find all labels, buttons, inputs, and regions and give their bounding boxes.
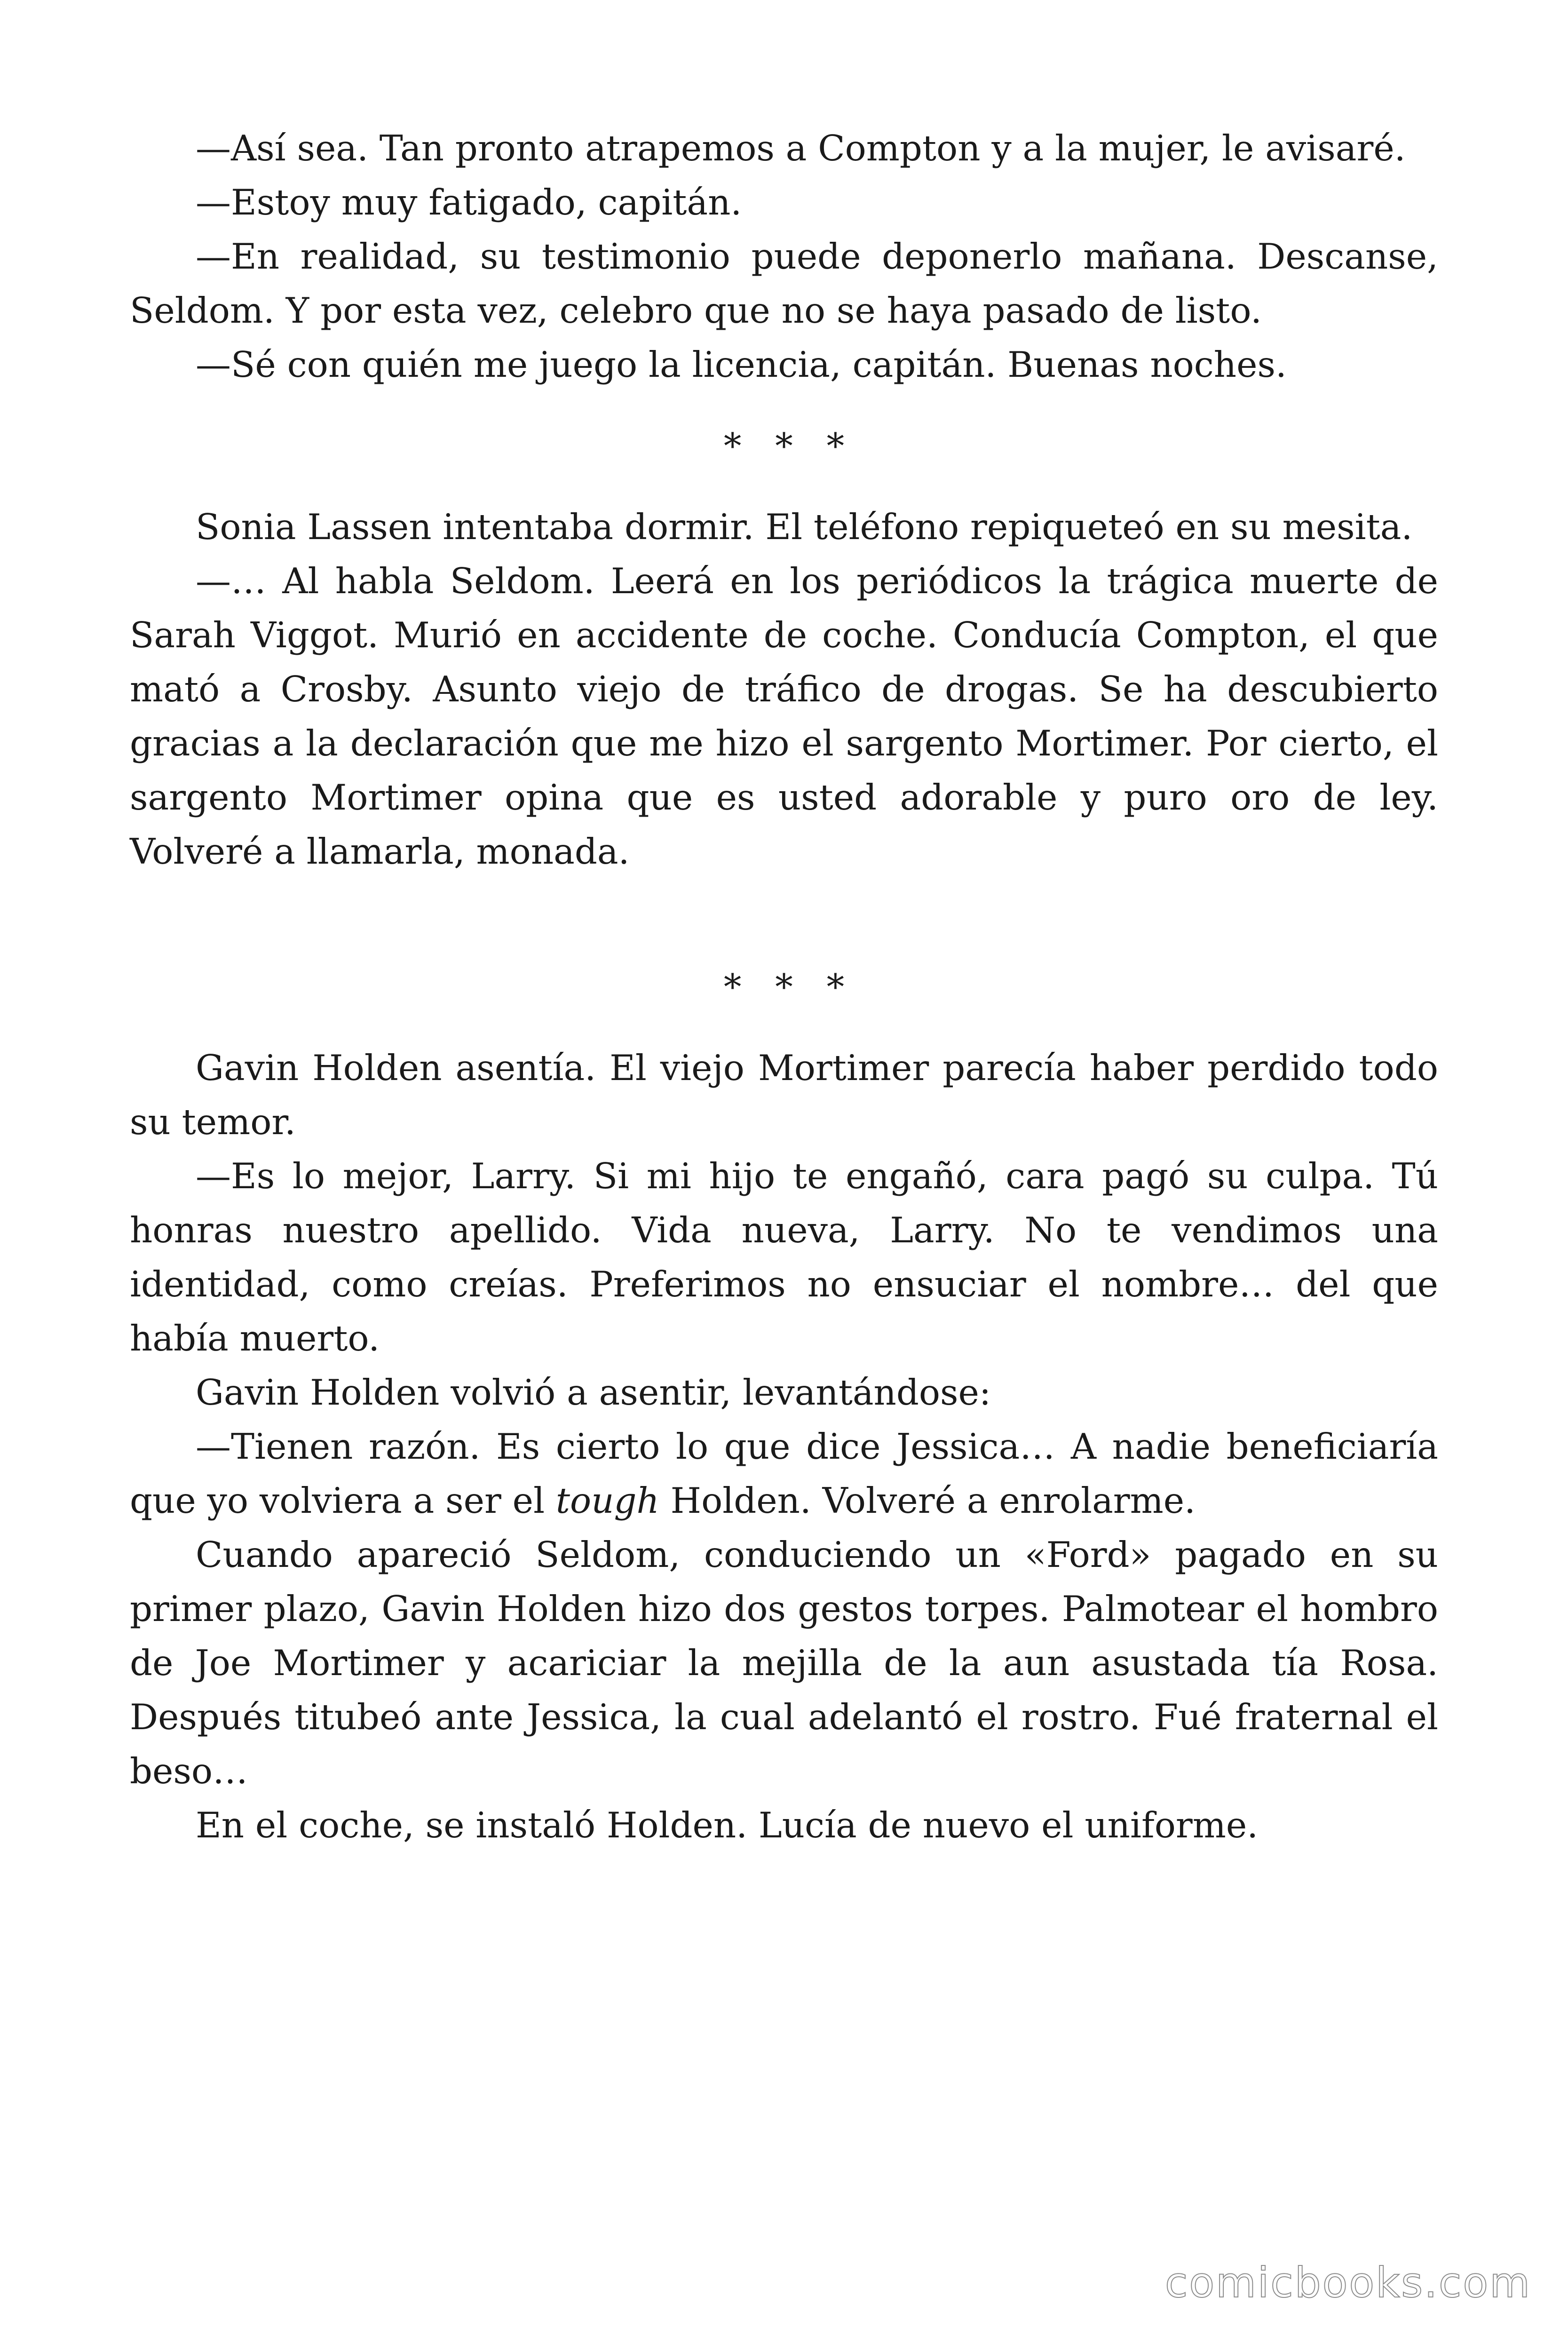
italic-word: tough bbox=[555, 1480, 659, 1521]
paragraph-text: Holden. Volveré a enrolarme. bbox=[659, 1480, 1196, 1521]
paragraph: —Es lo mejor, Larry. Si mi hijo te engañó, cara pagó su culpa. Tú honras nuestro apellido. Vida nueva, Larry. No te vendimos una identidad, como creías. Preferimos no ensuciar el nombre… del que había muerto. bbox=[130, 1155, 1438, 1359]
paragraph bbox=[130, 1420, 1438, 1528]
paragraph: Gavin Holden asentía. El viejo Mortimer parecía haber perdido todo su temor. bbox=[130, 1047, 1438, 1143]
paragraph: Gavin Holden volvió a asentir, levantándose: bbox=[196, 1372, 991, 1413]
paragraph: —Sé con quién me juego la licencia, capitán. Buenas noches. bbox=[196, 344, 1287, 385]
section-separator: * * * bbox=[723, 425, 856, 467]
paragraph-text: —Tienen razón. Es cierto lo que dice Jessica… A nadie beneficiaría que yo volviera a ser el bbox=[130, 1426, 1438, 1521]
section-separator: * * * bbox=[723, 966, 856, 1008]
paragraph: En el coche, se instaló Holden. Lucía de nuevo el uniforme. bbox=[196, 1804, 1259, 1846]
book-page bbox=[130, 121, 1438, 1852]
paragraph: Sonia Lassen intentaba dormir. El teléfono repiqueteó en su mesita. bbox=[196, 506, 1413, 548]
watermark: comicbooks.com bbox=[1164, 2258, 1531, 2307]
paragraph: —Así sea. Tan pronto atrapemos a Compton y a la mujer, le avisaré. bbox=[196, 127, 1406, 169]
paragraph: —En realidad, su testimonio puede deponerlo mañana. Descanse, Seldom. Y por esta vez, celebro que no se haya pasado de listo. bbox=[130, 236, 1438, 331]
paragraph: —… Al habla Seldom. Leerá en los periódicos la trágica muerte de Sarah Viggot. Murió en accidente de coche. Conducía Compton, el que mató a Crosby. Asunto viejo de tráfico de drogas. Se ha descubierto gracias a la declaración que me hizo el sargento Mortimer. Por cierto, el sargento Mortimer opina que es usted adorable y puro oro de ley. Volveré a llamarla, monada. bbox=[130, 560, 1438, 872]
paragraph: Cuando apareció Seldom, conduciendo un «Ford» pagado en su primer plazo, Gavin Holden hizo dos gestos torpes. Palmotear el hombro de Joe Mortimer y acariciar la mejilla de la aun asustada tía Rosa. Después titubeó ante Jessica, la cual adelantó el rostro. Fué fraternal el beso… bbox=[130, 1534, 1438, 1792]
paragraph: —Estoy muy fatigado, capitán. bbox=[196, 182, 742, 223]
